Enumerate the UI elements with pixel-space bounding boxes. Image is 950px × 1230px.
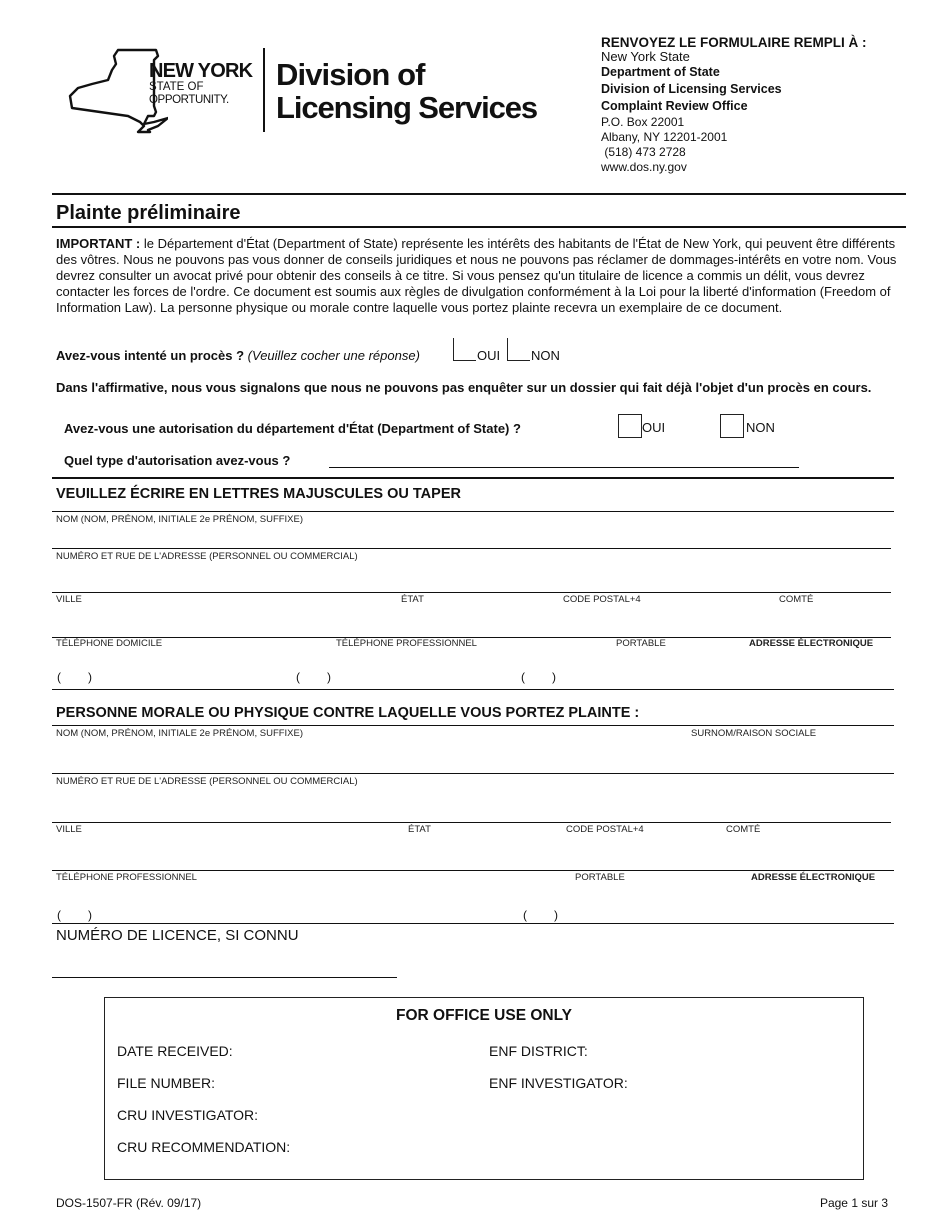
- complainant-street-input[interactable]: [52, 592, 891, 593]
- respondent-street-label: NUMÉRO ET RUE DE L'ADRESSE (PERSONNEL OU COMMERCIAL): [56, 776, 358, 787]
- complainant-name-input[interactable]: [52, 548, 891, 549]
- file-number-label: FILE NUMBER:: [117, 1075, 216, 1091]
- home-phone-area-close: ): [88, 670, 92, 684]
- form-title: Plainte préliminaire: [56, 202, 241, 224]
- complainant-work-phone-label: TÉLÉPHONE PROFESSIONNEL: [336, 638, 477, 649]
- lawsuit-question-hint: (Veuillez cocher une réponse): [244, 348, 420, 363]
- respondent-name-label: NOM (NOM, PRÉNOM, INITIALE 2e PRÉNOM, SUFFIXE): [56, 728, 304, 739]
- cru-investigator-label: CRU INVESTIGATOR:: [117, 1107, 259, 1123]
- return-address-line-3: Division of Licensing Services: [601, 82, 782, 96]
- complainant-state-label: ÉTAT: [401, 594, 424, 605]
- lawsuit-question: [56, 348, 420, 363]
- lawsuit-yes-checkbox[interactable]: [453, 338, 476, 361]
- return-address-phone: (518) 473 2728: [601, 145, 686, 159]
- date-received-label: DATE RECEIVED:: [117, 1043, 233, 1059]
- return-address-title: RENVOYEZ LE FORMULAIRE REMPLI À :: [601, 35, 867, 50]
- division-title-line-1: Division of: [276, 57, 425, 92]
- form-id: DOS-1507-FR (Rév. 09/17): [56, 1196, 202, 1210]
- authorization-no-checkbox[interactable]: [720, 414, 744, 438]
- authorization-no-label: NON: [746, 420, 775, 435]
- cru-recommendation-label: CRU RECOMMENDATION:: [117, 1139, 291, 1155]
- home-phone-area-open: (: [57, 670, 61, 684]
- authorization-yes-checkbox[interactable]: [618, 414, 642, 438]
- authorization-yes-label: OUI: [642, 420, 666, 435]
- return-address-line-1: New York State: [601, 49, 690, 64]
- mobile-phone-area-close: ): [552, 670, 556, 684]
- complainant-home-phone-label: TÉLÉPHONE DOMICILE: [56, 638, 163, 649]
- work-phone-area-open: (: [296, 670, 300, 684]
- section2-heading: PERSONNE MORALE OU PHYSIQUE CONTRE LAQUELLE VOUS PORTEZ PLAINTE :: [56, 705, 640, 721]
- authorization-type-input[interactable]: [329, 467, 799, 468]
- lawsuit-no-label: NON: [531, 348, 560, 363]
- return-address-line-6: Albany, NY 12201-2001: [601, 130, 728, 144]
- important-text: le Département d'État (Department of State) représente les intérêts des habitants de l'État de New York, qui peuvent être différents des vôtres. Nous ne pouvons pas vous donner de conseils juridiques et nous ne pouvons pas réclamer de dommages-intérêts en votre nom. Vous devrez consulter un avocat privé pour obtenir des conseils à ce titre. Si vous pensez qu'un titulaire de licence a commis un délit, vous devrez contacter les forces de l'ordre. Ce document est soumis aux règles de divulgation conformément à la Loi pour la liberté d'information (Freedom of Information Law). La personne physique ou morale contre laquelle vous portez plainte recevra un exemplaire de ce document.: [56, 236, 897, 315]
- enf-district-label: ENF DISTRICT:: [489, 1043, 588, 1059]
- lawsuit-no-checkbox[interactable]: [507, 338, 530, 361]
- section1-heading: VEUILLEZ ÉCRIRE EN LETTRES MAJUSCULES OU TAPER: [56, 486, 461, 502]
- logo-divider: [263, 48, 265, 132]
- respondent-state-label: ÉTAT: [408, 824, 431, 835]
- respondent-city-state-input[interactable]: [52, 870, 894, 871]
- complainant-phone-input[interactable]: [52, 689, 894, 690]
- complainant-county-label: COMTÉ: [779, 594, 814, 605]
- division-title-line-2: Licensing Services: [276, 90, 538, 125]
- respondent-street-input[interactable]: [52, 822, 891, 823]
- important-label: IMPORTANT :: [56, 236, 141, 251]
- license-number-label: NUMÉRO DE LICENCE, SI CONNU: [56, 927, 299, 944]
- respondent-zip-label: CODE POSTAL+4: [566, 824, 644, 835]
- authorization-question: Avez-vous une autorisation du département d'État (Department of State) ?: [64, 421, 521, 436]
- return-address-line-5: P.O. Box 22001: [601, 115, 685, 129]
- section1-rule: [52, 477, 894, 479]
- lawsuit-note: Dans l'affirmative, nous vous signalons que nous ne pouvons pas enquêter sur un dossier qui fait déjà l'objet d'un procès en cours.: [56, 380, 872, 395]
- respondent-alias-label: SURNOM/RAISON SOCIALE: [691, 728, 817, 739]
- return-address-line-2: Department of State: [601, 65, 720, 79]
- respondent-city-label: VILLE: [56, 824, 82, 835]
- lawsuit-yes-label: OUI: [477, 348, 501, 363]
- return-address-website: www.dos.ny.gov: [601, 160, 687, 174]
- page-number: Page 1 sur 3: [819, 1196, 888, 1210]
- complainant-name-label: NOM (NOM, PRÉNOM, INITIALE 2e PRÉNOM, SUFFIXE): [56, 514, 304, 525]
- respondent-work-phone-area-close: ): [88, 908, 92, 922]
- complainant-email-label: ADRESSE ÉLECTRONIQUE: [749, 638, 874, 649]
- title-rule-bottom: [52, 226, 906, 228]
- respondent-mobile-area-open: (: [523, 908, 527, 922]
- respondent-mobile-area-close: ): [554, 908, 558, 922]
- respondent-mobile-label: PORTABLE: [575, 872, 625, 883]
- work-phone-area-close: ): [327, 670, 331, 684]
- title-rule-top: [52, 193, 906, 195]
- respondent-email-label: ADRESSE ÉLECTRONIQUE: [751, 872, 876, 883]
- respondent-work-phone-label: TÉLÉPHONE PROFESSIONNEL: [56, 872, 197, 883]
- respondent-phone-input[interactable]: [52, 923, 894, 924]
- enf-investigator-label: ENF INVESTIGATOR:: [489, 1075, 628, 1091]
- mobile-phone-area-open: (: [521, 670, 525, 684]
- complainant-mobile-label: PORTABLE: [616, 638, 666, 649]
- complainant-zip-label: CODE POSTAL+4: [563, 594, 641, 605]
- complainant-street-label: NUMÉRO ET RUE DE L'ADRESSE (PERSONNEL OU COMMERCIAL): [56, 551, 358, 562]
- logo-line-2: STATE OF: [149, 81, 204, 93]
- logo-line-3: OPPORTUNITY.: [149, 94, 229, 106]
- office-use-title: FOR OFFICE USE ONLY: [396, 1007, 572, 1024]
- lawsuit-question-text: Avez-vous intenté un procès ?: [56, 348, 245, 363]
- section2-heading-rule: [52, 725, 894, 726]
- authorization-type-question: Quel type d'autorisation avez-vous ?: [64, 453, 291, 468]
- important-notice: [56, 236, 901, 316]
- logo-name: NEW YORK: [149, 60, 253, 82]
- license-number-input[interactable]: [52, 977, 397, 978]
- return-address-line-4: Complaint Review Office: [601, 99, 748, 113]
- section1-heading-rule: [52, 511, 894, 512]
- respondent-county-label: COMTÉ: [726, 824, 761, 835]
- complainant-city-label: VILLE: [56, 594, 82, 605]
- respondent-name-input[interactable]: [52, 773, 894, 774]
- respondent-work-phone-area-open: (: [57, 908, 61, 922]
